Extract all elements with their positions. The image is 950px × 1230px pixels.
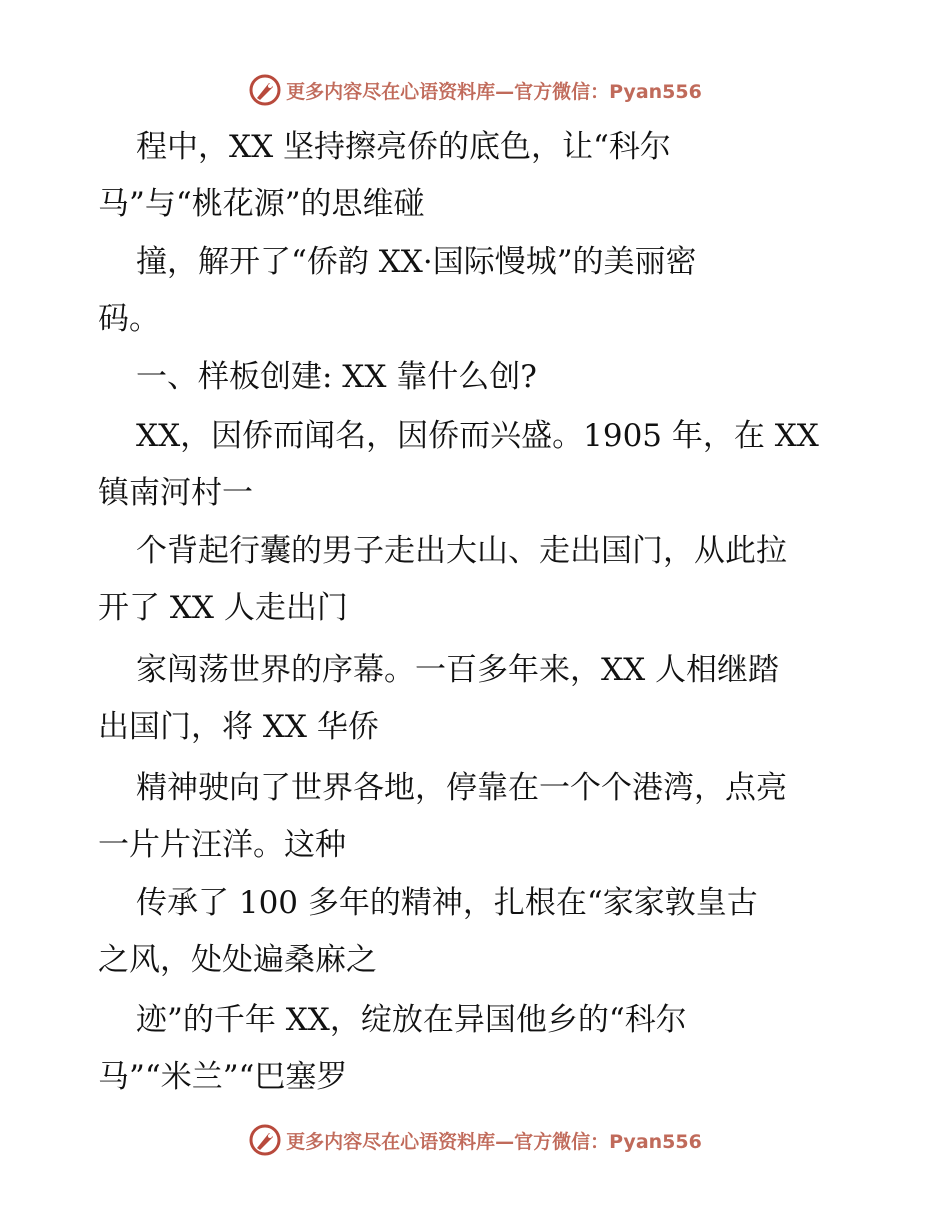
text-line: 个背起行囊的男子走出大山、走出国门，从此拉 (136, 533, 787, 569)
text-line: 码。 (98, 301, 160, 337)
pen-nib-logo-icon (248, 1123, 282, 1157)
watermark-footer (0, 1120, 950, 1160)
text-line: 一片片汪洋。这种 (98, 827, 346, 863)
text-line: 马”与“桃花源”的思维碰 (98, 186, 425, 222)
text-line: 家闯荡世界的序幕。一百多年来，XX 人相继踏 (136, 652, 779, 688)
text-line: 迹”的千年 XX，绽放在异国他乡的“科尔 (136, 1002, 687, 1038)
watermark-text: 更多内容尽在心语资料库—官方微信：Pyan556 (286, 1130, 702, 1153)
text-line: 开了 XX 人走出门 (98, 590, 348, 626)
text-line: 马”“米兰”“巴塞罗 (98, 1059, 348, 1095)
watermark-text: 更多内容尽在心语资料库—官方微信：Pyan556 (286, 80, 702, 103)
text-line: XX，因侨而闻名，因侨而兴盛。1905 年，在 XX (136, 418, 819, 454)
text-line: 之风，处处遍桑麻之 (98, 942, 377, 978)
section-heading: 一、样板创建: XX 靠什么创? (136, 359, 537, 395)
text-line: 精神驶向了世界各地，停靠在一个个港湾，点亮 (136, 770, 787, 806)
text-line: 镇南河村一 (98, 475, 253, 511)
text-line: 出国门，将 XX 华侨 (98, 709, 379, 745)
text-line: 撞，解开了“侨韵 XX·国际慢城”的美丽密 (136, 244, 697, 280)
text-line: 程中，XX 坚持擦亮侨的底色，让“科尔 (136, 129, 671, 165)
text-line: 传承了 100 多年的精神，扎根在“家家敦皇古 (136, 885, 758, 921)
